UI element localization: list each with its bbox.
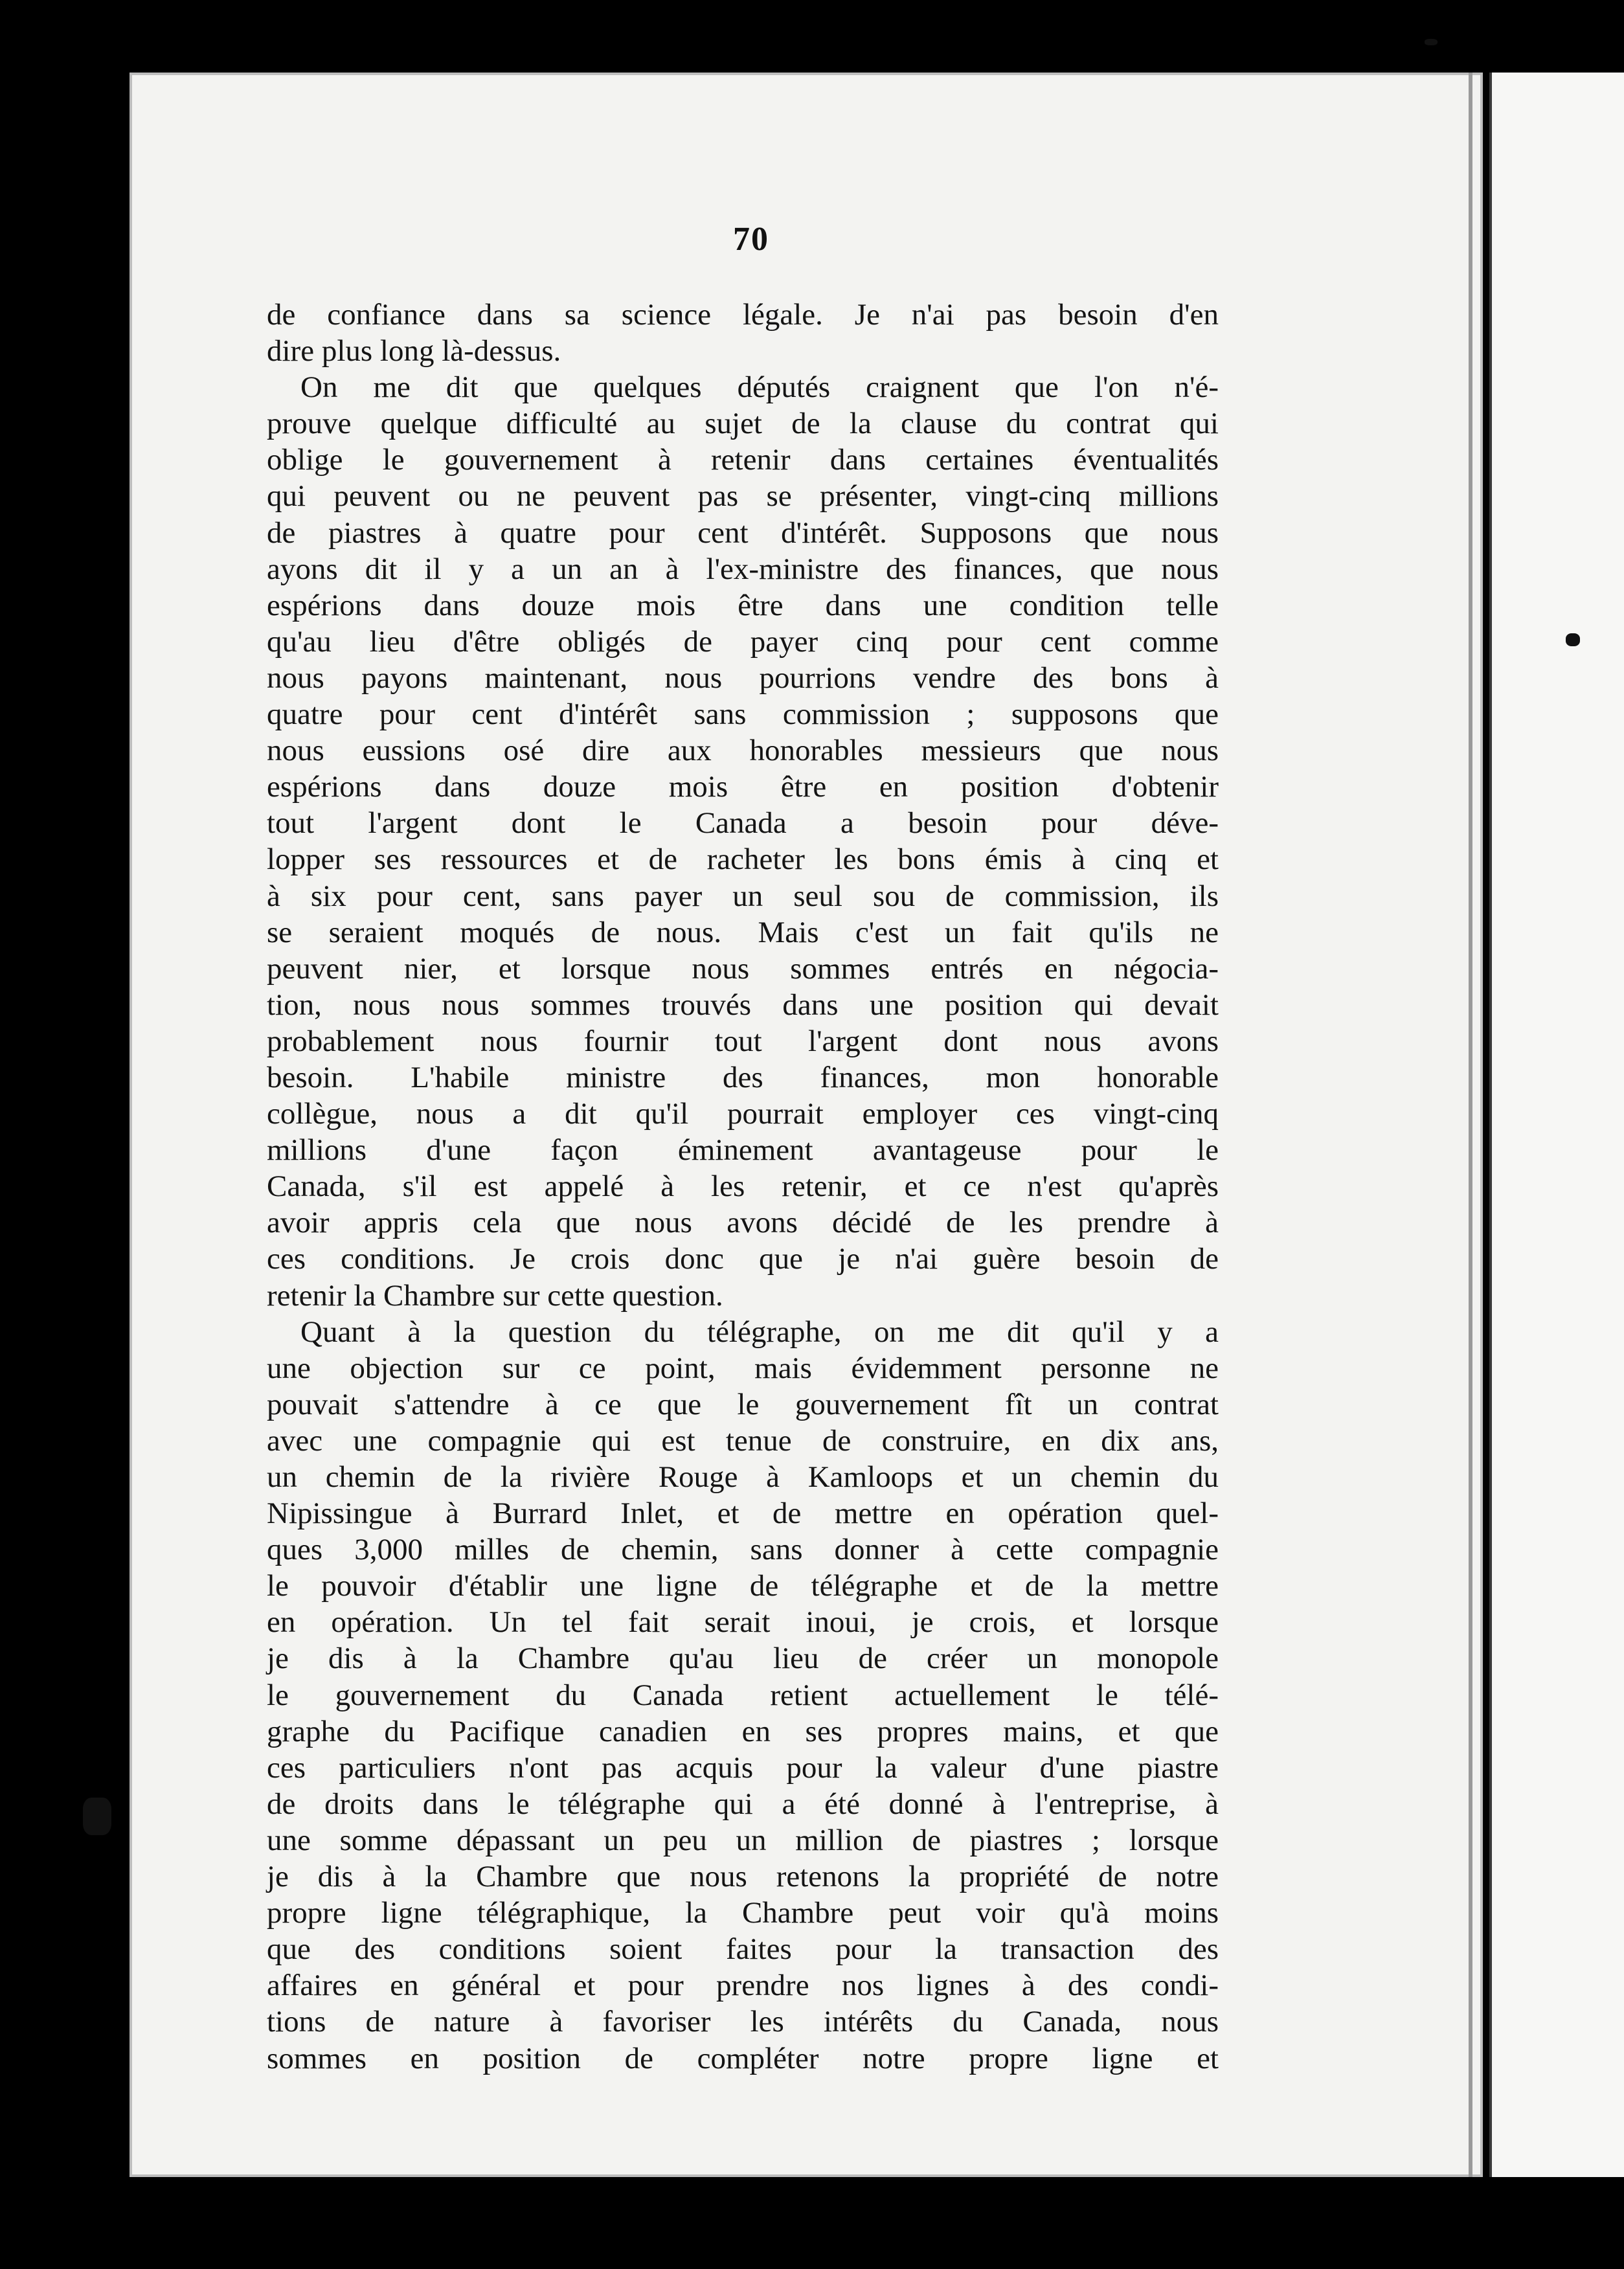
text-line: prouve quelque difficulté au sujet de la clause du contrat qui — [267, 407, 1219, 441]
text-line: sommes en position de compléter notre propre ligne et — [267, 2041, 1219, 2075]
text-line: quatre pour cent d'intérêt sans commission ; supposons que — [267, 697, 1219, 732]
text-line: je dis à la Chambre que nous retenons la propriété de notre — [267, 1860, 1219, 1894]
page-fold — [1469, 73, 1472, 2177]
ink-speck — [1566, 633, 1580, 646]
text-line: lopper ses ressources et de racheter les bons émis à cinq et — [267, 842, 1219, 877]
text-line: Quant à la question du télégraphe, on me dit qu'il y a — [300, 1315, 1219, 1349]
text-line: graphe du Pacifique canadien en ses propres mains, et que — [267, 1714, 1219, 1748]
adjacent-page-edge — [1489, 73, 1624, 2177]
text-line: pouvait s'attendre à ce que le gouvernement fît un contrat — [267, 1387, 1219, 1421]
text-line: probablement nous fournir tout l'argent dont nous avons — [267, 1024, 1219, 1058]
text-line: ques 3,000 milles de chemin, sans donner à cette compagnie — [267, 1533, 1219, 1567]
text-line: Canada, s'il est appelé à les retenir, et ce n'est qu'après — [267, 1169, 1219, 1204]
text-line: que des conditions soient faites pour la transaction des — [267, 1932, 1219, 1967]
text-line: se seraient moqués de nous. Mais c'est un fait qu'ils ne — [267, 915, 1219, 949]
text-line: collègue, nous a dit qu'il pourrait employer ces vingt-cinq — [267, 1097, 1219, 1131]
text-line: dire plus long là-dessus. — [267, 334, 561, 368]
text-line: qu'au lieu d'être obligés de payer cinq pour cent comme — [267, 624, 1219, 659]
text-line: tout l'argent dont le Canada a besoin pour déve- — [267, 806, 1219, 841]
text-line: en opération. Un tel fait serait inoui, je crois, et lorsque — [267, 1605, 1219, 1640]
text-line: millions d'une façon éminement avantageuse pour le — [267, 1133, 1219, 1168]
text-line: retenir la Chambre sur cette question. — [267, 1278, 723, 1313]
page-number: 70 — [733, 221, 769, 258]
text-line: nous payons maintenant, nous pourrions vendre des bons à — [267, 660, 1219, 695]
text-line: avec une compagnie qui est tenue de construire, en dix ans, — [267, 1423, 1219, 1458]
text-line: On me dit que quelques députés craignent que l'on n'é- — [300, 370, 1219, 405]
body-text — [267, 297, 1219, 2077]
text-line: propre ligne télégraphique, la Chambre peut voir qu'à moins — [267, 1896, 1219, 1930]
text-line: je dis à la Chambre qu'au lieu de créer un monopole — [267, 1642, 1219, 1676]
text-line: oblige le gouvernement à retenir dans certaines éventualités — [267, 443, 1219, 477]
text-line: affaires en général et pour prendre nos lignes à des condi- — [267, 1969, 1219, 2003]
text-line: une objection sur ce point, mais évidemment personne ne — [267, 1351, 1219, 1385]
text-line: ces particuliers n'ont pas acquis pour la valeur d'une piastre — [267, 1750, 1219, 1785]
text-line: avoir appris cela que nous avons décidé de les prendre à — [267, 1206, 1219, 1240]
text-line: de piastres à quatre pour cent d'intérêt. Supposons que nous — [267, 515, 1219, 550]
text-line: ayons dit il y a un an à l'ex-ministre des finances, que nous — [267, 552, 1219, 586]
text-line: de confiance dans sa science légale. Je n'ai pas besoin d'en — [267, 298, 1219, 332]
ink-speck — [1425, 39, 1438, 45]
text-line: un chemin de la rivière Rouge à Kamloops et un chemin du — [267, 1460, 1219, 1494]
text-line: une somme dépassant un peu un million de piastres ; lorsque — [267, 1823, 1219, 1857]
text-line: espérions dans douze mois être en position d'obtenir — [267, 770, 1219, 804]
text-line: Nipissingue à Burrard Inlet, et de mettre en opération quel- — [267, 1496, 1219, 1531]
ink-speck — [83, 1798, 111, 1835]
text-line: ces conditions. Je crois donc que je n'ai guère besoin de — [267, 1242, 1219, 1276]
text-line: qui peuvent ou ne peuvent pas se présenter, vingt-cinq millions — [267, 479, 1219, 514]
text-line: à six pour cent, sans payer un seul sou de commission, ils — [267, 879, 1219, 913]
text-line: tions de nature à favoriser les intérêts du Canada, nous — [267, 2005, 1219, 2039]
text-line: le gouvernement du Canada retient actuellement le télé- — [267, 1678, 1219, 1712]
text-line: peuvent nier, et lorsque nous sommes entrés en négocia- — [267, 951, 1219, 986]
text-line: espérions dans douze mois être dans une condition telle — [267, 588, 1219, 622]
text-line: besoin. L'habile ministre des finances, mon honorable — [267, 1060, 1219, 1094]
text-line: de droits dans le télégraphe qui a été donné à l'entreprise, à — [267, 1787, 1219, 1821]
text-line: nous eussions osé dire aux honorables messieurs que nous — [267, 734, 1219, 768]
text-line: tion, nous nous sommes trouvés dans une position qui devait — [267, 988, 1219, 1022]
text-line: le pouvoir d'établir une ligne de télégraphe et de la mettre — [267, 1569, 1219, 1603]
